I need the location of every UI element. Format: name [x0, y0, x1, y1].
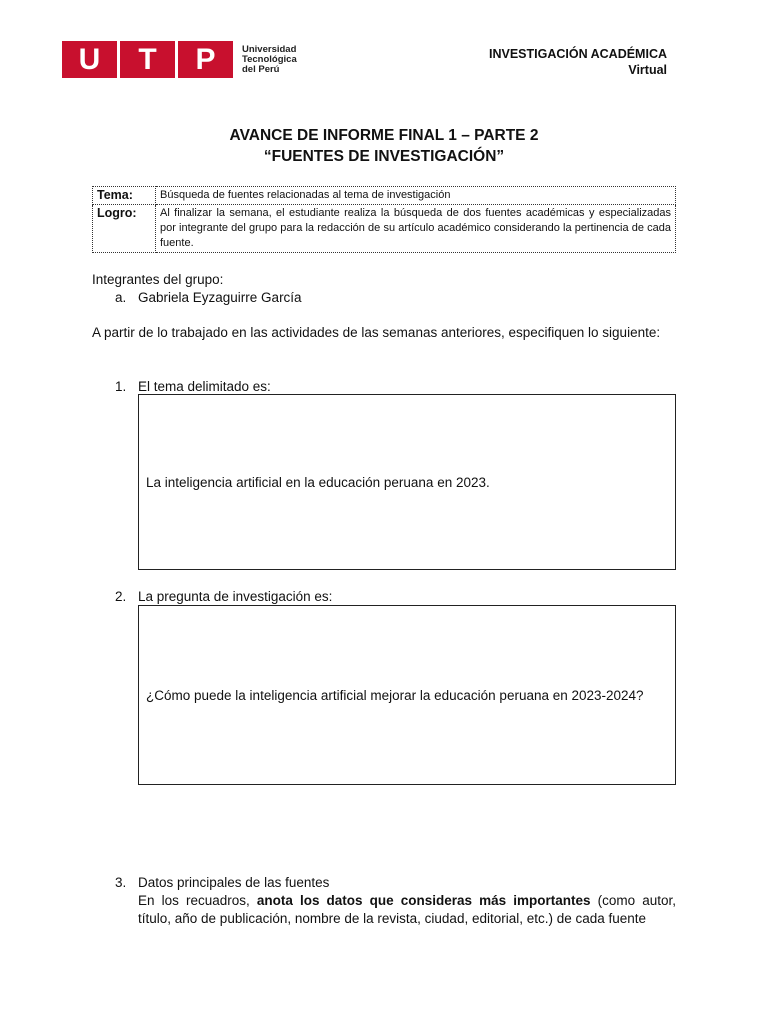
- intro-paragraph: A partir de lo trabajado en las actividades de las semanas anteriores, especifiquen lo siguiente:: [92, 325, 661, 340]
- course-header: [489, 46, 667, 78]
- info-table: [92, 186, 676, 253]
- q3-line1-start: En los recuadros,: [138, 893, 257, 908]
- q2-answer: ¿Cómo puede la inteligencia artificial mejorar la educación peruana en 2023-2024?: [146, 687, 644, 703]
- q3-instruction-line-1: [138, 892, 676, 910]
- q1-label: El tema delimitado es:: [138, 379, 271, 394]
- document-title: [0, 125, 768, 167]
- logo-line-2: Tecnológica: [242, 53, 297, 65]
- q3-label: Datos principales de las fuentes: [138, 875, 330, 890]
- logo-letter-p: P: [178, 41, 233, 78]
- logro-value: Al finalizar la semana, el estudiante realiza la búsqueda de dos fuentes académicas y especializadas por integrante del grupo para la redacción de su artículo académico considerando la pertinencia de cada fuente.: [156, 205, 676, 253]
- logo-line-3: del Perú: [242, 63, 280, 75]
- q1-answer-box: [138, 394, 676, 570]
- q1-answer: La inteligencia artificial en la educación peruana en 2023.: [146, 474, 490, 490]
- logo-line-1: Universidad: [242, 43, 297, 55]
- logo-university-name: [242, 45, 297, 75]
- q3-line1-end: (como autor,: [590, 893, 676, 908]
- q1-number: 1.: [115, 379, 127, 394]
- title-line-2: “FUENTES DE INVESTIGACIÓN”: [263, 148, 505, 165]
- group-label: Integrantes del grupo:: [92, 272, 224, 287]
- logo-letter-t: T: [120, 41, 175, 78]
- q2-answer-box: [138, 605, 676, 785]
- member-name: Gabriela Eyzaguirre García: [138, 290, 302, 305]
- tema-value: Búsqueda de fuentes relacionadas al tema de investigación: [156, 187, 676, 205]
- logro-row: [93, 205, 676, 253]
- q3-instruction-line-2: título, año de publicación, nombre de la revista, ciudad, editorial, etc.) de cada fuente: [138, 911, 647, 926]
- q3-line1-bold: anota los datos que consideras más importantes: [256, 893, 591, 908]
- tema-row: [93, 187, 676, 205]
- member-marker: a.: [115, 290, 127, 305]
- q3-number: 3.: [115, 875, 127, 890]
- logo-letter-u: U: [62, 41, 117, 78]
- logro-label: Logro:: [93, 205, 156, 253]
- utp-logo: [62, 41, 297, 78]
- title-line-1: AVANCE DE INFORME FINAL 1 – PARTE 2: [229, 127, 539, 144]
- q2-label: La pregunta de investigación es:: [138, 589, 333, 604]
- tema-label: Tema:: [93, 187, 156, 205]
- q2-number: 2.: [115, 589, 127, 604]
- course-modality: Virtual: [628, 63, 667, 77]
- course-name: INVESTIGACIÓN ACADÉMICA: [488, 47, 667, 61]
